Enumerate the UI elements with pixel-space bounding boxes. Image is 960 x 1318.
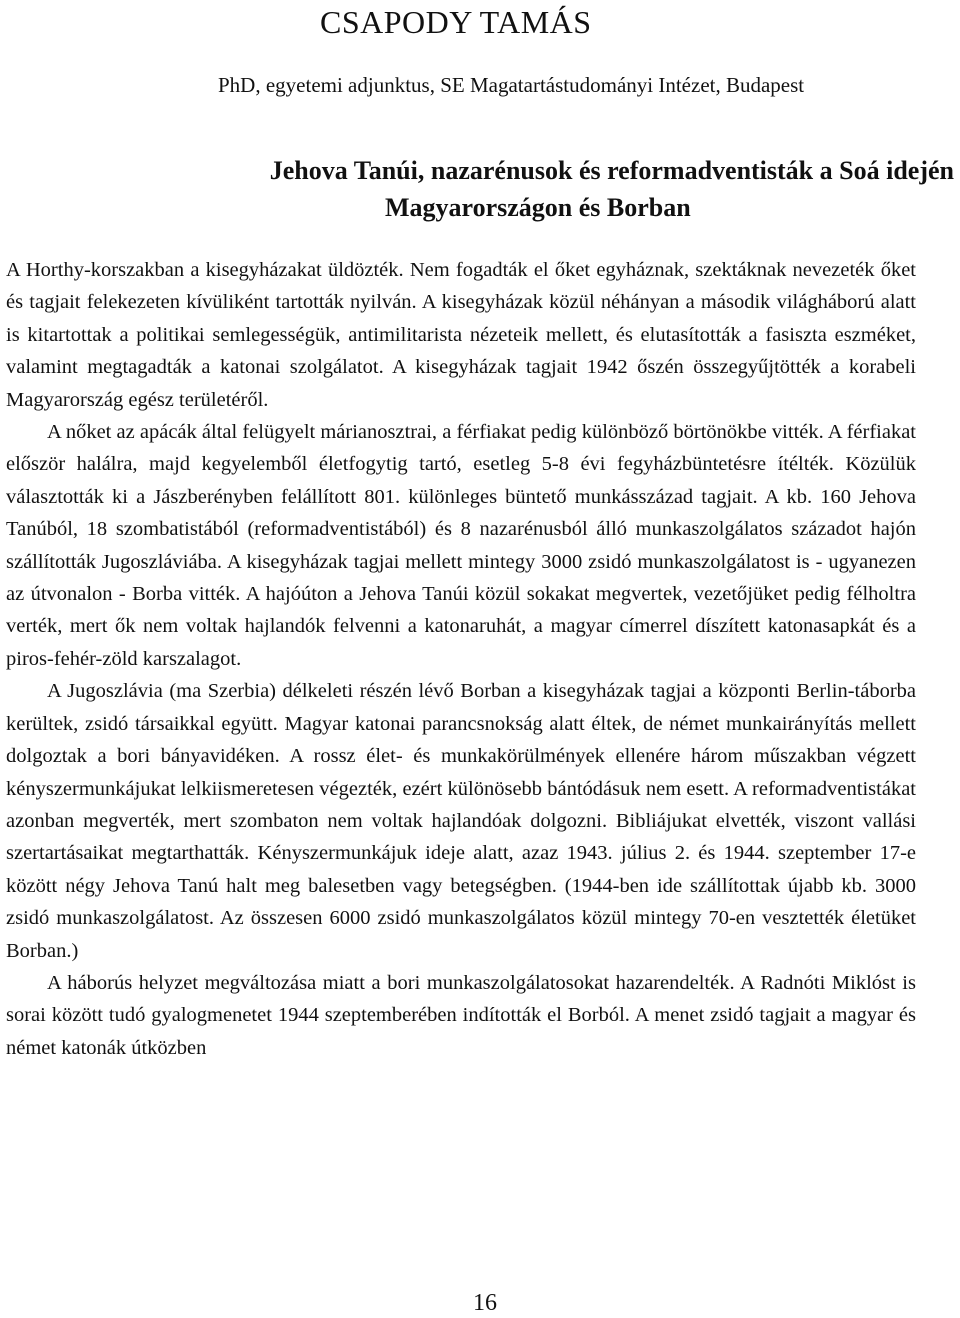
author-name: CSAPODY TAMÁS [320,4,592,40]
article-body [6,254,916,1064]
paragraph-2: A nőket az apácák által felügyelt márianosztrai, a férfiakat pedig különböző börtönökbe vitték. A férfiakat először halálra, majd kegyelemből életfogytig tartó, esetleg 5-8 évi fegyházbüntetésre ítélték. Közülük választották ki a Jászberényben felállított 801. különleges büntető munkásszázad tagjait. A kb. 160 Jehova Tanúból, 18 szombatistából (reformadventistából) és 8 nazarénusból álló munkaszolgálatos századot hajón szállították Jugoszláviába. A kisegyházak tagjai mellett mintegy 3000 zsidó munkaszolgálatost is - ugyanezen az útvonalon - Borba vitték. A hajóúton a Jehova Tanúi közül sokakat megvertek, vezetőjüket pedig félholtra verték, mert ők nem voltak hajlandók felvenni a katonaruhát, a magyar címerrel díszített katonasapkát és a piros-fehér-zöld karszalagot. [6,421,916,670]
page-number: 16 [473,1290,497,1316]
paragraph-3: A Jugoszlávia (ma Szerbia) délkeleti részén lévő Borban a kisegyházak tagjai a központi Berlin-táborba kerültek, zsidó társaikkal együtt. Magyar katonai parancsnokság alatt éltek, de német munkairányítás mellett dolgoztak a bori bányavidéken. A rossz élet- és munkakörülmények ellenére három műszakban végzett kényszermunkájukat lelkiismeretesen végezték, ezért különösebb bántódásuk nem esett. A reformadventistákat azonban megverték, mert szombaton nem voltak hajlandóak dolgozni. Bibliájukat elvették, viszont vallási szertartásaikat megtarthatták. Kényszermunkájuk ideje alatt, azaz 1943. július 2. és 1944. szeptember 17-e között négy Jehova Tanú halt meg balesetben vagy betegségben. (1944-ben ide szállítottak újabb kb. 3000 zsidó munkaszolgálatost. Az összesen 6000 zsidó munkaszolgálatos közül mintegy 70-en vesztették életüket Borban.) [6,680,916,962]
article-title [0,152,960,226]
paragraph-4: A háborús helyzet megváltozása miatt a bori munkaszolgálatosokat hazarendelték. A Radnóti Miklóst is sorai között tudó gyalogmenetet 1944 szeptemberében indították el Borból. A menet zsidó tagjait a magyar és német katonák útközben [6,971,916,1059]
article-title-line-1: Jehova Tanúi, nazarénusok és reformadventisták a Soá idején [269,156,954,185]
paragraph-1: A Horthy-korszakban a kisegyházakat üldözték. Nem fogadták el őket egyháznak, szektáknak nevezeték őket és tagjait felekezeten kívüliként tartották nyilván. A kisegyházak közül néhányan a második világháború alatt is kitartottak a politikai semlegességük, antimilitarista nézeteik mellett, és elutasították a fasiszta eszméket, valamint megtagadták a katonai szolgálatot. A kisegyházak tagjait 1942 őszén összegyűjtötték a korabeli Magyarország egész területéről. [6,259,916,411]
author-affiliation: PhD, egyetemi adjunktus, SE Magatartástudományi Intézet, Budapest [218,73,805,97]
article-title-line-2: Magyarországon és Borban [385,193,691,222]
